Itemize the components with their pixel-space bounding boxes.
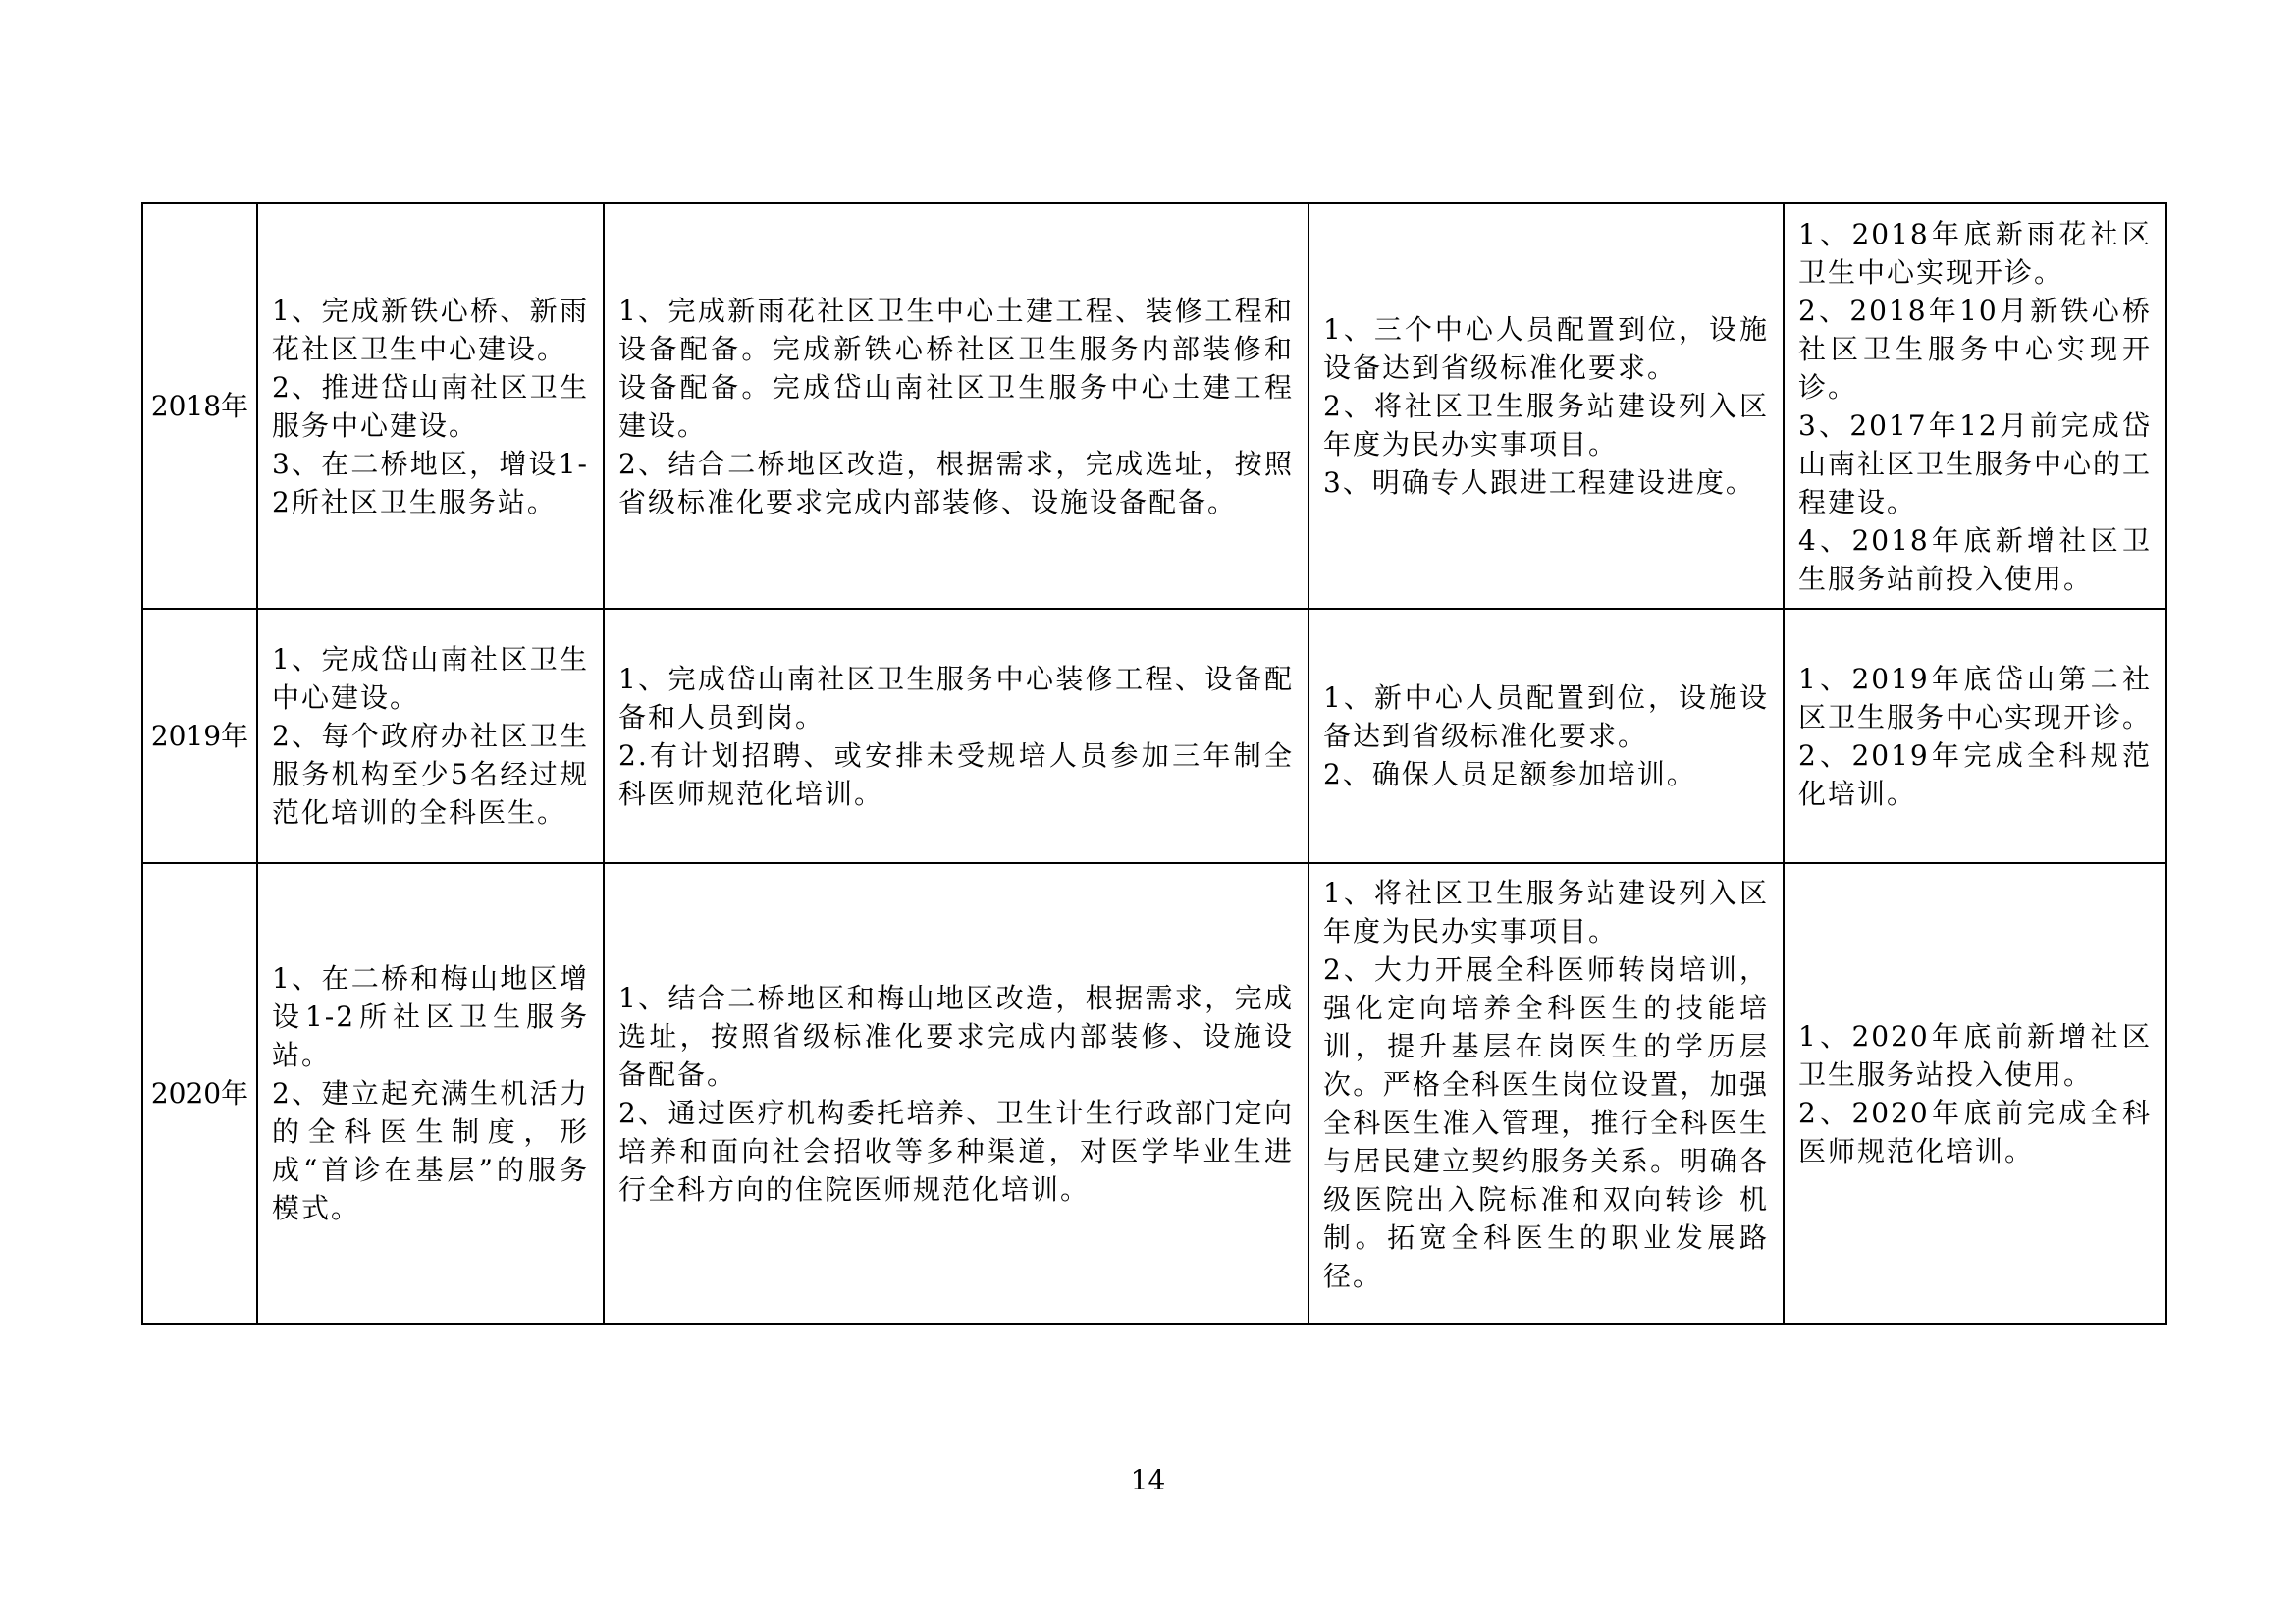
list-item: 1、完成岱山南社区卫生中心建设。 <box>272 643 589 714</box>
page-number: 14 <box>1130 1464 1166 1496</box>
plan-table <box>141 202 2167 1325</box>
list-item: 1、三个中心人员配置到位，设施设备达到省级标准化要求。 <box>1323 313 1769 384</box>
guarantee-cell <box>1308 609 1784 863</box>
list-item: 1、完成岱山南社区卫生服务中心装修工程、设备配备和人员到岗。 <box>618 662 1294 733</box>
target-cell <box>1784 863 2166 1324</box>
table-row <box>142 203 2166 609</box>
list-item: 2.有计划招聘、或安排未受规培人员参加三年制全科医师规范化培训。 <box>618 738 1294 810</box>
table-row <box>142 863 2166 1324</box>
task-cell <box>257 609 604 863</box>
list-item: 1、2019年底岱山第二社区卫生服务中心实现开诊。 <box>1798 662 2153 733</box>
list-item: 1、将社区卫生服务站建设列入区年度为民办实事项目。 <box>1323 877 1769 947</box>
list-item: 1、结合二桥地区和梅山地区改造，根据需求，完成选址，按照省级标准化要求完成内部装修、设施设备配备。 <box>618 981 1294 1091</box>
list-item: 1、2020年底前新增社区卫生服务站投入使用。 <box>1798 1019 2152 1091</box>
target-cell <box>1784 203 2166 609</box>
year-cell: 2018年 <box>142 203 257 609</box>
measure-cell <box>604 203 1308 609</box>
list-item: 1、2018年底新雨花社区卫生中心实现开诊。 <box>1798 217 2152 289</box>
list-item: 3、在二桥地区，增设1-2所社区卫生服务站。 <box>272 447 589 518</box>
task-cell <box>257 863 604 1324</box>
list-item: 2、每个政府办社区卫生服务机构至少5名经过规范化培训的全科医生。 <box>272 720 589 829</box>
guarantee-cell <box>1308 863 1784 1324</box>
list-item: 2、确保人员足额参加培训。 <box>1323 758 1696 790</box>
list-item: 2、2020年底前完成全科医师规范化培训。 <box>1798 1096 2152 1167</box>
guarantee-cell <box>1308 203 1784 609</box>
list-item: 3、2017年12月前完成岱山南社区卫生服务中心的工程建设。 <box>1798 408 2153 518</box>
list-item: 2、将社区卫生服务站建设列入区年度为民办实事项目。 <box>1323 390 1769 460</box>
year-cell: 2020年 <box>142 863 257 1324</box>
list-item: 2、结合二桥地区改造，根据需求，完成选址，按照省级标准化要求完成内部装修、设施设备配备。 <box>618 447 1294 518</box>
list-item: 3、明确专人跟进工程建设进度。 <box>1323 466 1755 499</box>
list-item: 2、2018年10月新铁心桥社区卫生服务中心实现开诊。 <box>1798 294 2152 404</box>
list-item: 1、完成新铁心桥、新雨花社区卫生中心建设。 <box>272 294 589 365</box>
list-item: 1、在二桥和梅山地区增设1-2所社区卫生服务站。 <box>272 962 589 1071</box>
list-item: 1、完成新雨花社区卫生中心土建工程、装修工程和设备配备。完成新铁心桥社区卫生服务内部装修和设备配备。完成岱山南社区卫生服务中心土建工程建设。 <box>618 294 1294 442</box>
measure-cell <box>604 863 1308 1324</box>
list-item: 2、建立起充满生机活力的全科医生制度，形成“首诊在基层”的服务模式。 <box>272 1077 589 1224</box>
list-item: 2、推进岱山南社区卫生服务中心建设。 <box>272 370 589 442</box>
target-cell <box>1784 609 2166 863</box>
task-cell <box>257 203 604 609</box>
list-item: 1、新中心人员配置到位，设施设备达到省级标准化要求。 <box>1323 681 1769 752</box>
year-cell: 2019年 <box>142 609 257 863</box>
list-item: 2、大力开展全科医师转岗培训，强化定向培养全科医生的技能培训，提升基层在岗医生的学历层次。严格全科医生岗位设置，加强全科医生准入管理，推行全科医生与居民建立契约服务关系。明确各级医院出入院标准和双向转诊 机制。拓宽全科医生的职业发展路径。 <box>1323 953 1769 1292</box>
list-item: 4、2018年底新增社区卫生服务站前投入使用。 <box>1798 523 2152 595</box>
measure-cell <box>604 609 1308 863</box>
list-item: 2、通过医疗机构委托培养、卫生计生行政部门定向培养和面向社会招收等多种渠道，对医学毕业生进行全科方向的住院医师规范化培训。 <box>618 1096 1294 1206</box>
table-row <box>142 609 2166 863</box>
list-item: 2、2019年完成全科规范化培训。 <box>1798 738 2152 810</box>
